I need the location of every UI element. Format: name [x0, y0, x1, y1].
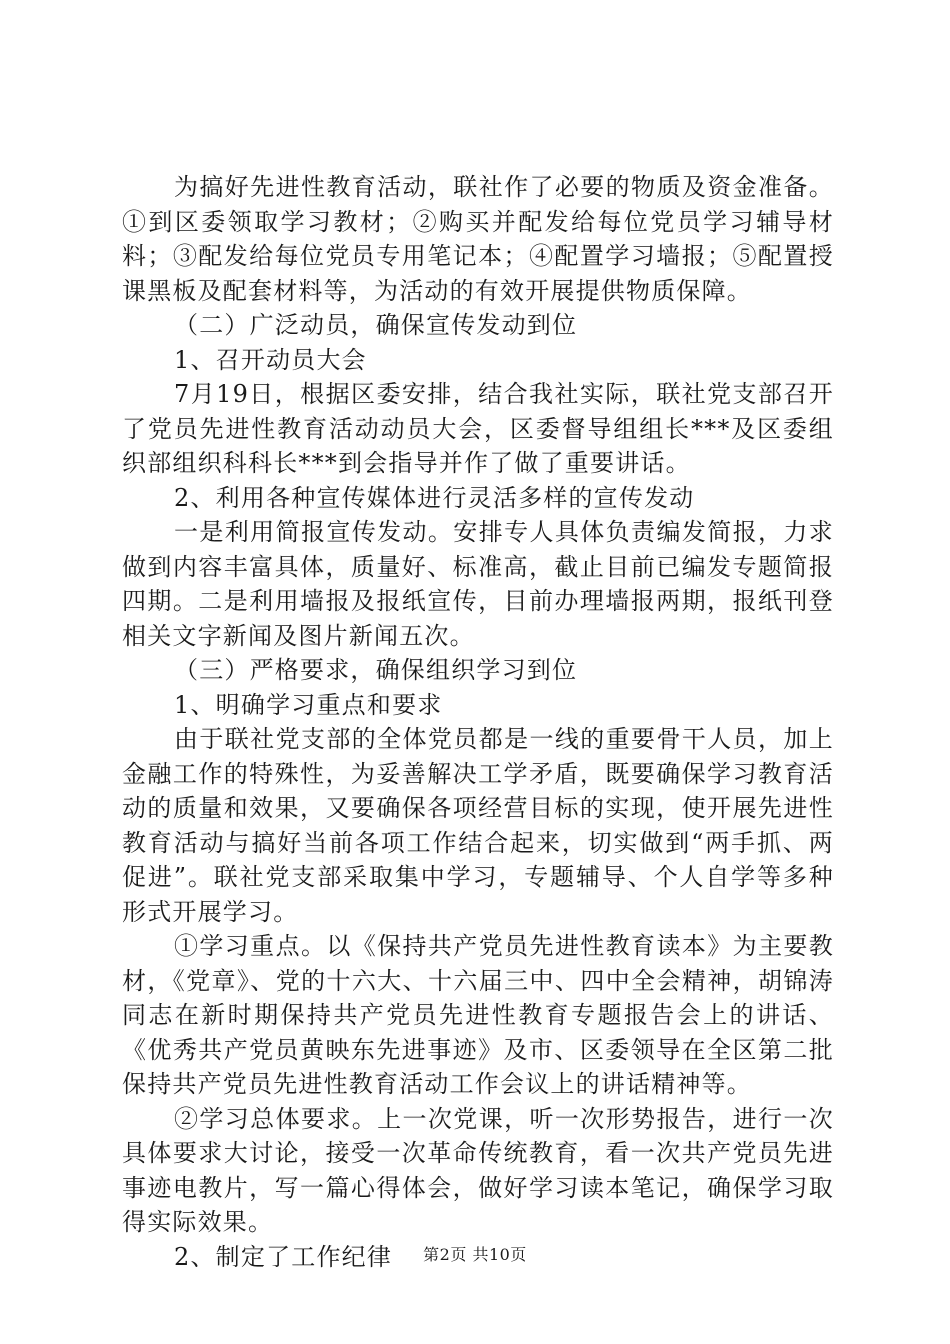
subheading-publicity-media: 2、利用各种宣传媒体进行灵活多样的宣传发动 [174, 483, 695, 512]
subheading-study-focus: 1、明确学习重点和要求 [174, 690, 443, 719]
paragraph-study-focus: ①学习重点。以《保持共产党员先进性教育读本》为主要教材，《党章》、党的十六大、十六届三中、四中全会精神，胡锦涛同志在新时期保持共产党员先进性教育专题报告会上的讲话、《优秀共产党员黄映东先进事迹》及市、区委领导在全区第二批保持共产党员先进性教育活动工作会议上的讲话精神等。 [122, 932, 834, 1098]
subheading-work-discipline: 2、制定了工作纪律 [174, 1242, 393, 1271]
subheading-mobilization-meeting: 1、召开动员大会 [174, 345, 367, 374]
paragraph-study-approach: 由于联社党支部的全体党员都是一线的重要骨干人员，加上金融工作的特殊性，为妥善解决工学矛盾，既要确保学习教育活动的质量和效果，又要确保各项经营目标的实现，使开展先进性教育活动与搞好当前各项工作结合起来，切实做到“两手抓、两促进”。联社党支部采取集中学习，专题辅导、个人自学等多种形式开展学习。 [122, 725, 834, 926]
paragraph-material-preparation: 为搞好先进性教育活动，联社作了必要的物质及资金准备。①到区委领取学习教材；②购买并配发给每位党员学习辅导材料；③配发给每位党员专用笔记本；④配置学习墙报；⑤配置授课黑板及配套材料等，为活动的有效开展提供物质保障。 [122, 173, 834, 305]
document-body [122, 170, 834, 1274]
section-heading-study-organization: （三）严格要求，确保组织学习到位 [174, 656, 578, 684]
section-heading-mobilization: （二）广泛动员，确保宣传发动到位 [174, 311, 578, 339]
paragraph-study-requirements: ②学习总体要求。上一次党课，听一次形势报告，进行一次具体要求大讨论，接受一次革命传统教育，看一次共产党员先进事迹电教片，写一篇心得体会，做好学习读本笔记，确保学习取得实际效果。 [122, 1104, 834, 1236]
paragraph-publicity: 一是利用简报宣传发动。安排专人具体负责编发简报，力求做到内容丰富具体，质量好、标准高，截止目前已编发专题简报四期。二是利用墙报及报纸宣传，目前办理墙报两期，报纸刊登相关文字新闻及图片新闻五次。 [122, 518, 834, 650]
paragraph-mobilization-meeting: 7月19日，根据区委安排，结合我社实际，联社党支部召开了党员先进性教育活动动员大会，区委督导组组长***及区委组织部组织科科长***到会指导并作了做了重要讲话。 [122, 380, 834, 477]
page-number-footer: 第2页 共10页 [423, 1245, 527, 1264]
